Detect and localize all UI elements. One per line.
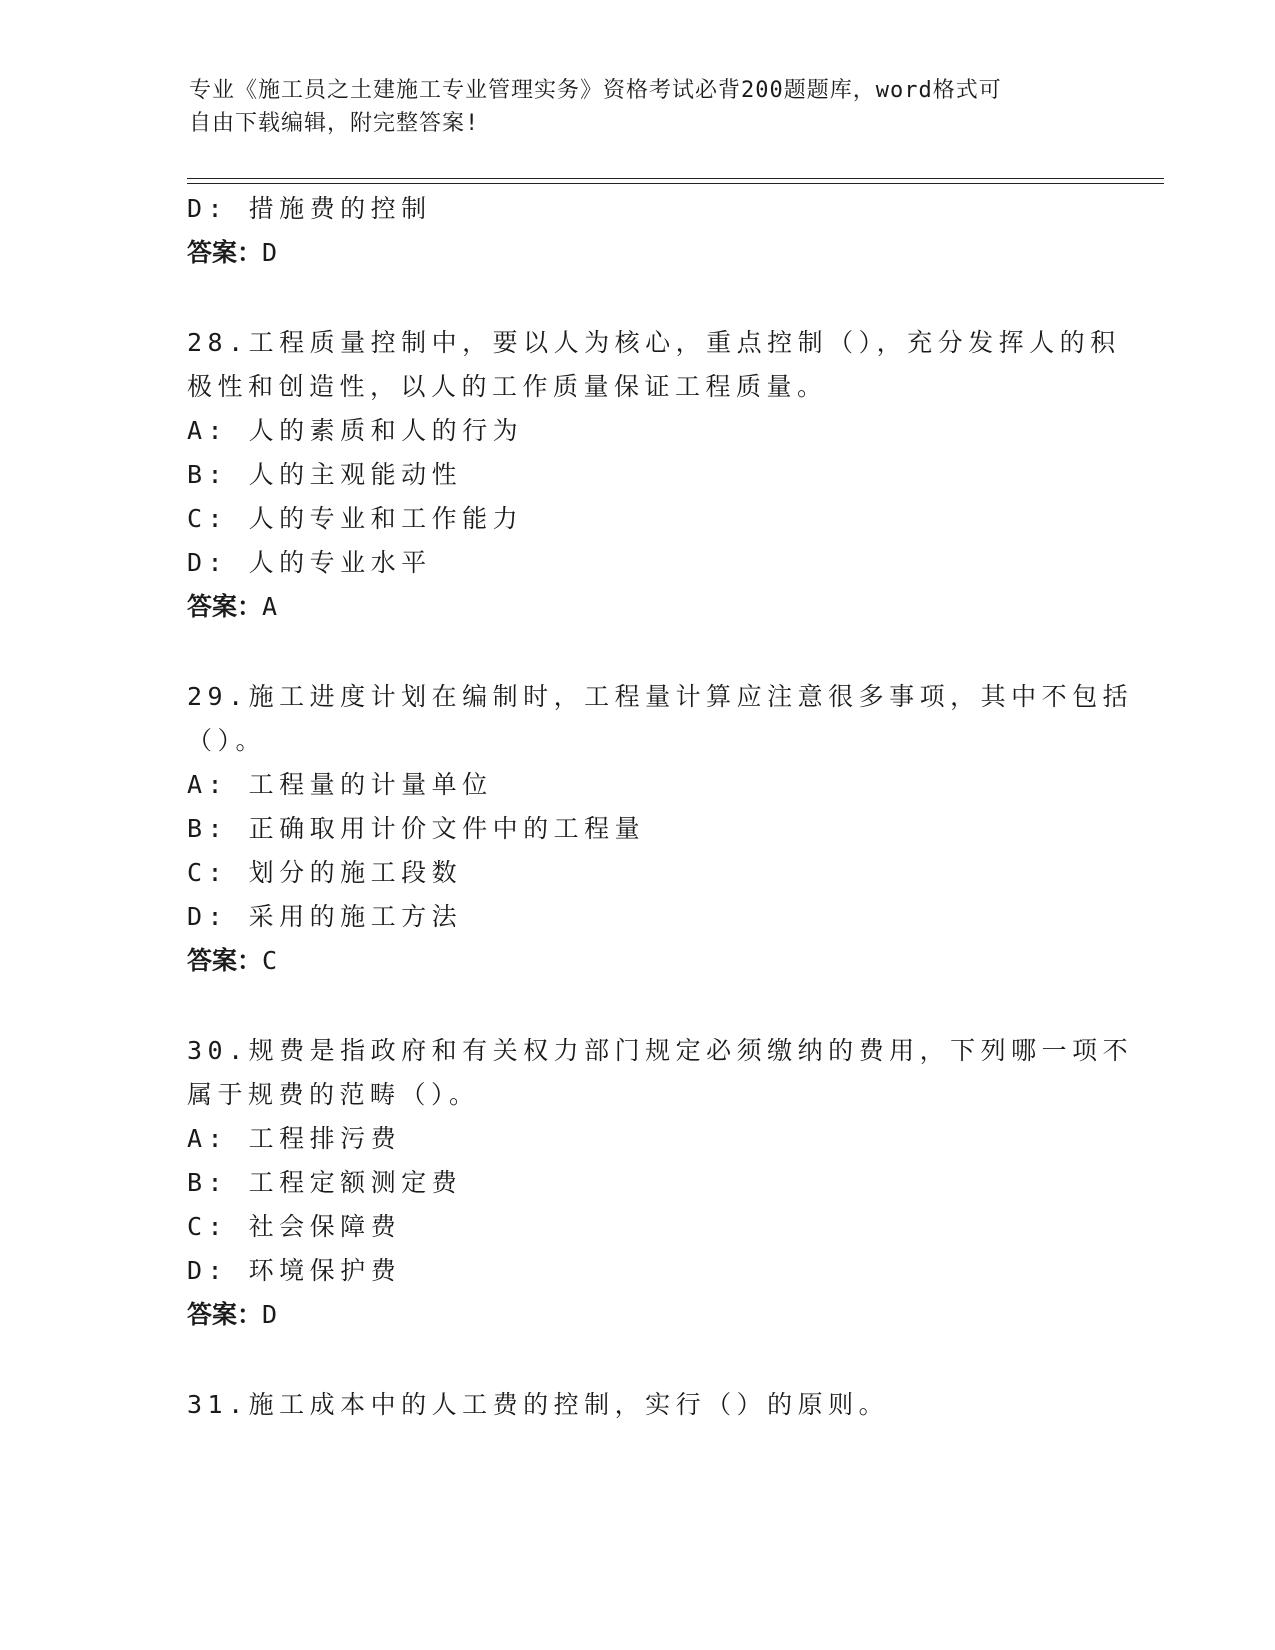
header-title-line-2: 自由下载编辑，附完整答案! [189,111,480,136]
answer-label: 答案： [187,592,263,621]
question-30-stem-line-1: 30.规费是指政府和有关权力部门规定必须缴纳的费用，下列哪一项不 [187,1036,1134,1065]
question-28-stem-line-2: 极性和创造性，以人的工作质量保证工程质量。 [187,372,828,401]
question-29-answer [187,945,277,977]
answer-label: 答案： [187,1300,263,1329]
question-30-stem-line-2: 属于规费的范畴（）。 [187,1080,480,1109]
question-29-stem-line-1: 29.施工进度计划在编制时，工程量计算应注意很多事项，其中不包括 [187,682,1134,711]
prev-option-d: D: 措施费的控制 [187,194,432,223]
answer-value: D [262,1300,278,1329]
question-28-stem-line-1: 28.工程质量控制中，要以人为核心，重点控制（），充分发挥人的积 [187,328,1121,357]
document-header [189,74,1079,140]
answer-value: C [262,946,278,975]
answer-label: 答案： [187,946,263,975]
question-29-option-d: D: 采用的施工方法 [187,902,463,931]
answer-value: D [262,238,278,267]
question-31-stem-line-1: 31.施工成本中的人工费的控制，实行（）的原则。 [187,1390,890,1419]
question-30-option-b: B: 工程定额测定费 [187,1168,463,1197]
question-28-answer [187,591,277,623]
question-30-answer [187,1299,277,1331]
question-30-option-d: D: 环境保护费 [187,1256,402,1285]
header-title-line-1: 专业《施工员之土建施工专业管理实务》资格考试必背200题题库，word格式可 [189,78,1002,103]
question-29-option-c: C: 划分的施工段数 [187,858,463,887]
header-divider-bottom [187,183,1164,184]
question-28-option-a: A: 人的素质和人的行为 [187,416,524,445]
header-divider-top [187,178,1164,179]
question-30-option-a: A: 工程排污费 [187,1124,402,1153]
question-28-option-d: D: 人的专业水平 [187,548,432,577]
answer-label: 答案： [187,238,263,267]
question-29-option-a: A: 工程量的计量单位 [187,770,493,799]
prev-answer [187,237,277,269]
question-29-option-b: B: 正确取用计价文件中的工程量 [187,814,646,843]
question-28-option-b: B: 人的主观能动性 [187,460,463,489]
question-28-option-c: C: 人的专业和工作能力 [187,504,524,533]
question-30-option-c: C: 社会保障费 [187,1212,402,1241]
answer-value: A [262,592,278,621]
question-29-stem-line-2: （）。 [187,726,267,755]
